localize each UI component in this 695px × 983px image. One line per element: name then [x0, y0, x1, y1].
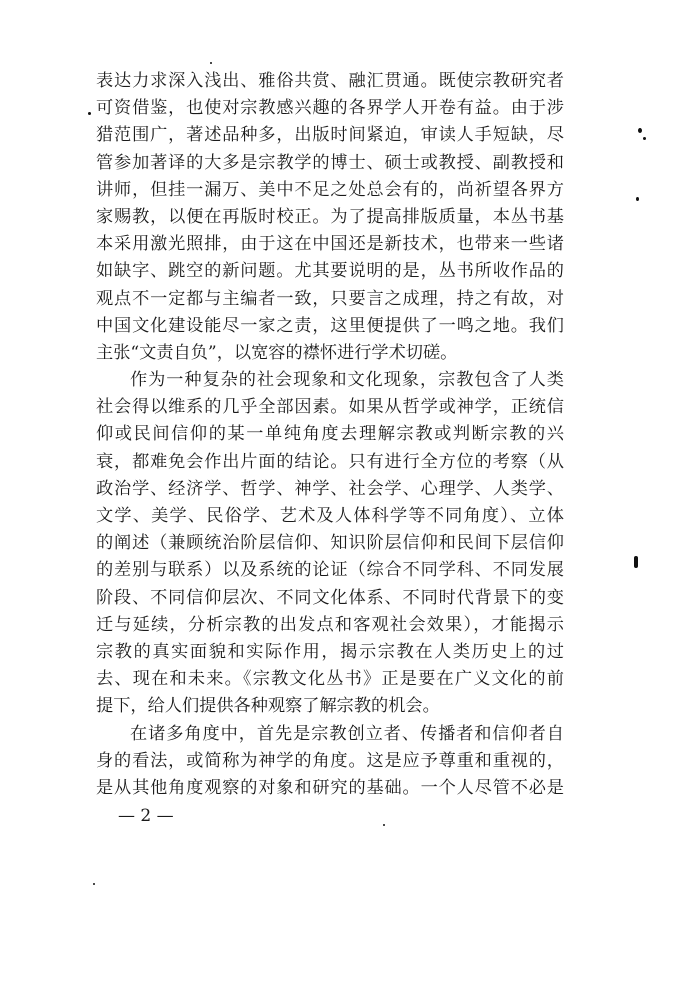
text-line: 表达力求深入浅出、雅俗共赏、融汇贯通。既使宗教研究者 — [96, 71, 564, 91]
text-line: 去、现在和未来。《宗教文化丛书》正是要在广义文化的前 — [96, 669, 564, 690]
text-line: 衰，都难免会作出片面的结论。只有进行全方位的考察（从 — [96, 451, 564, 472]
scan-speck — [643, 137, 646, 140]
text-line: 的差别与联系）以及系统的论证（综合不同学科、不同发展 — [96, 560, 564, 581]
text-line: 家赐教，以便在再版时校正。为了提高排版质量，本丛书基 — [96, 206, 564, 227]
scan-speck — [383, 824, 385, 826]
text-line: 阶段、不同信仰层次、不同文化体系、不同时代背景下的变 — [96, 587, 564, 608]
text-line: 本采用激光照排，由于这在中国还是新技术，也带来一些诸 — [96, 234, 564, 255]
text-line: 社会得以维系的几乎全部因素。如果从哲学或神学，正统信 — [96, 397, 564, 418]
text-line: 如缺字、跳空的新问题。尤其要说明的是，丛书所收作品的 — [96, 261, 564, 282]
text-line: 仰或民间信仰的某一单纯角度去理解宗教或判断宗教的兴 — [96, 424, 564, 445]
text-line: 主张“文责自负”，以宽容的襟怀进行学术切磋。 — [96, 342, 458, 363]
text-line: 可资借鉴，也使对宗教感兴趣的各界学人开卷有益。由于涉 — [96, 98, 564, 119]
text-line: 迁与延续，分析宗教的出发点和客观社会效果），才能揭示 — [96, 614, 564, 635]
scan-speck — [634, 556, 638, 568]
scan-speck — [210, 62, 212, 64]
text-line: 政治学、经济学、哲学、神学、社会学、心理学、人类学、 — [96, 478, 564, 499]
page-number: — 2 — — [118, 806, 174, 826]
text-line: 的阐述（兼顾统治阶层信仰、知识阶层信仰和民间下层信仰 — [96, 533, 564, 554]
scan-speck — [638, 128, 642, 133]
text-line: 在诸多角度中，首先是宗教创立者、传播者和信仰者自 — [130, 723, 564, 744]
text-line: 文学、美学、民俗学、艺术及人体科学等不同角度）、立体 — [96, 506, 564, 526]
scan-speck — [636, 197, 639, 201]
text-line: 提下，给人们提供各种观察了解宗教的机会。 — [96, 696, 440, 717]
text-line: 是从其他角度观察的对象和研究的基础。一个人尽管不必是 — [96, 777, 564, 798]
text-line: 管参加著译的大多是宗教学的博士、硕士或教授、副教授和 — [96, 152, 564, 173]
text-line: 猎范围广，著述品种多，出版时间紧迫，审读人手短缺，尽 — [96, 125, 564, 146]
text-line: 身的看法，或简称为神学的角度。这是应予尊重和重视的， — [96, 750, 564, 771]
body-text — [96, 68, 564, 802]
text-line: 观点不一定都与主编者一致，只要言之成理，持之有故，对 — [96, 288, 564, 309]
scan-speck — [93, 883, 95, 885]
text-line: 作为一种复杂的社会现象和文化现象，宗教包含了人类 — [130, 370, 564, 391]
text-line: 宗教的真实面貌和实际作用，揭示宗教在人类历史上的过 — [96, 641, 564, 662]
scan-speck — [88, 112, 91, 115]
text-line: 中国文化建设能尽一家之责，这里便提供了一鸣之地。我们 — [96, 315, 564, 336]
text-line: 讲师，但挂一漏万、美中不足之处总会有的，尚祈望各界方 — [96, 179, 564, 200]
